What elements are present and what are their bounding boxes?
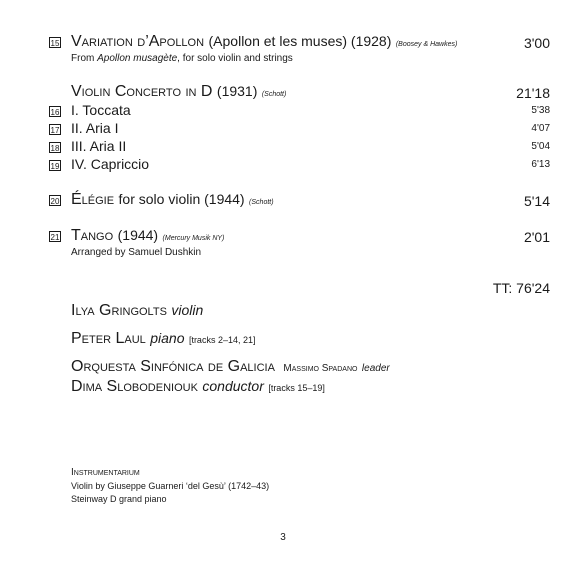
movement-time: 4'07 bbox=[531, 123, 550, 134]
track-number-15: 15 bbox=[50, 39, 60, 48]
page-number: 3 bbox=[280, 532, 286, 543]
concerto-time: 21'18 bbox=[516, 85, 550, 101]
performer-role: violin bbox=[171, 302, 204, 318]
track-21-publisher: (Mercury Musik NY) bbox=[162, 235, 225, 242]
performer-conductor bbox=[71, 378, 325, 396]
instrumentarium-piano: Steinway D grand piano bbox=[71, 494, 167, 504]
performer-role: conductor bbox=[202, 378, 264, 394]
track-21-title: Tango bbox=[71, 227, 114, 244]
leader-name: Massimo Spadano bbox=[283, 363, 358, 374]
performer-name: Peter Laul bbox=[71, 330, 146, 347]
track-21-note: Arranged by Samuel Dushkin bbox=[71, 247, 202, 258]
performer-violin bbox=[71, 302, 203, 320]
track-number-21: 21 bbox=[50, 233, 60, 242]
movement-title: III. Aria II bbox=[71, 138, 127, 154]
concerto-publisher: (Schott) bbox=[261, 91, 287, 98]
performer-tracks: [tracks 15–19] bbox=[268, 383, 325, 393]
track-15-title-line bbox=[71, 33, 457, 51]
performer-name: Orquesta Sinfónica de Galicia bbox=[71, 358, 275, 375]
track-21-title-line bbox=[71, 227, 224, 245]
performer-role: piano bbox=[150, 330, 185, 346]
track-21-subtitle: (1944) bbox=[117, 227, 159, 243]
track-number-20: 20 bbox=[50, 197, 60, 206]
performer-orchestra bbox=[71, 358, 390, 376]
track-number-18: 18 bbox=[50, 144, 60, 153]
track-15-title: Variation d’Apollon bbox=[71, 33, 205, 50]
track-20-title-line bbox=[71, 191, 274, 209]
track-number-17: 17 bbox=[50, 126, 60, 135]
movement-title: IV. Capriccio bbox=[71, 156, 150, 172]
track-15-note bbox=[71, 53, 293, 64]
movement-title: II. Aria I bbox=[71, 120, 119, 136]
instrumentarium-violin: Violin by Giuseppe Guarneri ‘del Gesù’ (1742–43) bbox=[71, 481, 270, 491]
concerto-title: Violin Concerto in D bbox=[71, 83, 213, 100]
track-20-publisher: (Schott) bbox=[249, 199, 274, 206]
movement-time: 5'04 bbox=[531, 141, 550, 152]
performer-piano bbox=[71, 330, 255, 348]
track-20-subtitle: for solo violin (1944) bbox=[118, 191, 245, 207]
total-time: TT: 76'24 bbox=[492, 280, 550, 296]
concerto-year: (1931) bbox=[216, 83, 258, 99]
performer-tracks: [tracks 2–14, 21] bbox=[188, 335, 256, 345]
movement-time: 6'13 bbox=[531, 159, 550, 170]
track-number-16: 16 bbox=[50, 108, 60, 117]
leader-role: leader bbox=[361, 363, 390, 374]
performer-name: Dima Slobodeniouk bbox=[71, 378, 198, 395]
track-20-time: 5'14 bbox=[523, 193, 550, 209]
movement-title: I. Toccata bbox=[71, 102, 131, 118]
track-15-time: 3'00 bbox=[523, 35, 550, 51]
track-20-title: Élégie bbox=[71, 191, 115, 208]
performer-name: Ilya Gringolts bbox=[71, 302, 167, 319]
track-number-19: 19 bbox=[50, 162, 60, 171]
track-15-subtitle: (Apollon et les muses) (1928) bbox=[208, 33, 392, 49]
movement-time: 5'38 bbox=[531, 105, 550, 116]
track-15-note-prefix: From bbox=[71, 53, 98, 64]
track-15-note-italic: Apollon musagète bbox=[97, 53, 178, 64]
instrumentarium-heading: Instrumentarium bbox=[71, 467, 140, 478]
track-21-time: 2'01 bbox=[523, 229, 550, 245]
concerto-title-line bbox=[71, 83, 286, 101]
track-15-note-suffix: , for solo violin and strings bbox=[177, 53, 293, 64]
track-15-publisher: (Boosey & Hawkes) bbox=[395, 41, 458, 48]
